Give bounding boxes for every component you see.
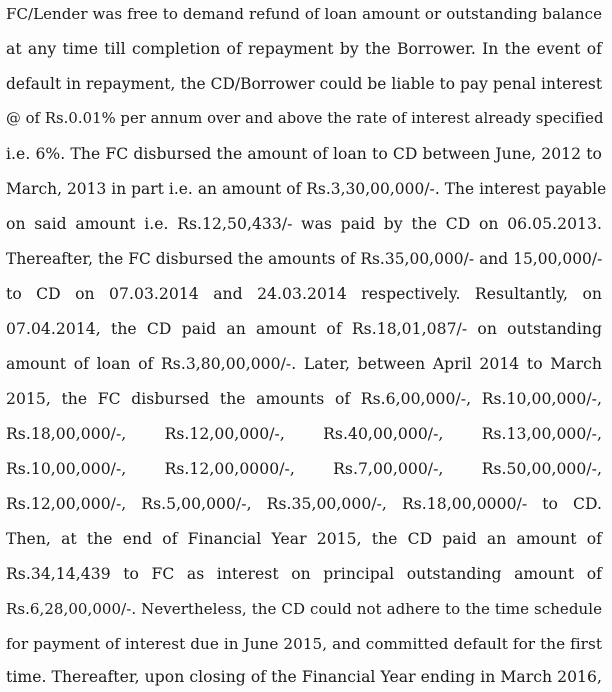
text-line-15: Rs.12,00,000/-, Rs.5,00,000/-, Rs.35,00,000/-, Rs.18,00,0000/- to CD.	[6, 495, 602, 513]
text-line-19: for payment of interest due in June 2015, and committed default for the first	[6, 635, 602, 653]
text-line-6: March, 2013 in part i.e. an amount of Rs.3,30,00,000/-. The interest payable	[6, 180, 607, 198]
text-line-2: at any time till completion of repayment by the Borrower. In the event of	[6, 40, 602, 58]
text-line-12: 2015, the FC disbursed the amounts of Rs.6,00,000/-, Rs.10,00,000/-,	[6, 390, 602, 408]
text-line-20: time. Thereafter, upon closing of the Financial Year ending in March 2016,	[6, 668, 602, 686]
text-line-13: Rs.18,00,000/-, Rs.12,00,000/-, Rs.40,00,000/-, Rs.13,00,000/-,	[6, 425, 602, 443]
text-line-18: Rs.6,28,00,000/-. Nevertheless, the CD could not adhere to the time schedule	[6, 600, 602, 618]
text-line-9: to CD on 07.03.2014 and 24.03.2014 respectively. Resultantly, on	[6, 285, 602, 303]
text-line-1: FC/Lender was free to demand refund of loan amount or outstanding balance	[6, 5, 602, 23]
text-line-5: i.e. 6%. The FC disbursed the amount of loan to CD between June, 2012 to	[6, 145, 602, 163]
text-line-10: 07.04.2014, the CD paid an amount of Rs.18,01,087/- on outstanding	[6, 320, 602, 338]
text-line-14: Rs.10,00,000/-, Rs.12,00,0000/-, Rs.7,00,000/-, Rs.50,00,000/-,	[6, 460, 602, 478]
text-line-8: Thereafter, the FC disbursed the amounts of Rs.35,00,000/- and 15,00,000/-	[6, 250, 603, 268]
text-line-16: Then, at the end of Financial Year 2015, the CD paid an amount of	[6, 530, 602, 548]
text-line-3: default in repayment, the CD/Borrower could be liable to pay penal interest	[6, 75, 603, 93]
text-line-4: @ of Rs.0.01% per annum over and above the rate of interest already specified	[6, 110, 604, 127]
text-line-7: on said amount i.e. Rs.12,50,433/- was paid by the CD on 06.05.2013.	[6, 215, 602, 233]
text-line-11: amount of loan of Rs.3,80,00,000/-. Later, between April 2014 to March	[6, 355, 602, 373]
text-line-17: Rs.34,14,439 to FC as interest on principal outstanding amount of	[6, 565, 602, 583]
